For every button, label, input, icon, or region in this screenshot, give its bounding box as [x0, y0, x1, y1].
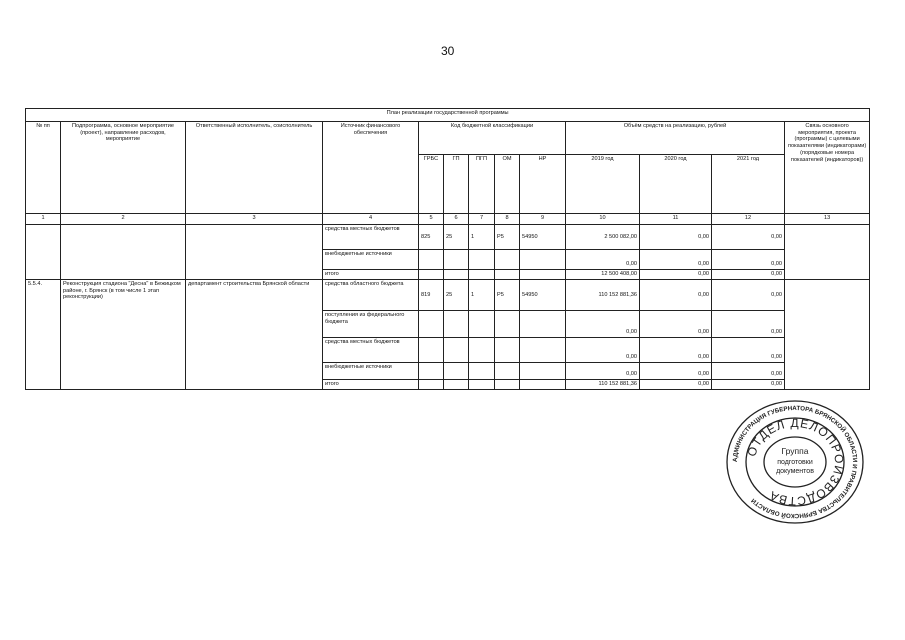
empty-cell	[520, 380, 566, 390]
value-2021: 0,00	[712, 363, 785, 380]
value-2020: 0,00	[640, 311, 712, 338]
header-2020: 2020 год	[640, 155, 712, 214]
empty-cell	[419, 270, 444, 280]
empty-cell	[520, 363, 566, 380]
header-grbs: ГРБС	[419, 155, 444, 214]
header-gp: ГП	[444, 155, 469, 214]
header-2021: 2021 год	[712, 155, 785, 214]
empty-cell	[444, 270, 469, 280]
value-2020: 0,00	[640, 338, 712, 363]
item-name: Реконструкция стадиона "Десна" в Бежицком районе, г. Брянск (в том числе 1 этап реконструкции)	[61, 280, 186, 390]
stamp-center-line1: Группа	[781, 446, 809, 456]
value-2021: 0,00	[712, 280, 785, 311]
funding-source: поступления из федерального бюджета	[323, 311, 419, 338]
empty-cell	[495, 270, 520, 280]
total-2021: 0,00	[712, 270, 785, 280]
empty-cell	[469, 250, 495, 270]
header-pgp: ПГП	[469, 155, 495, 214]
column-number: 12	[712, 214, 785, 225]
empty-cell	[495, 311, 520, 338]
total-2021: 0,00	[712, 380, 785, 390]
stamp-center-line2: подготовки	[777, 459, 813, 466]
column-number: 6	[444, 214, 469, 225]
official-stamp	[720, 398, 870, 526]
table-row	[26, 225, 870, 250]
empty-cell	[444, 338, 469, 363]
header-subprogram: Подпрограмма, основное мероприятие (проект), направление расходов, мероприятие	[61, 122, 186, 214]
empty-cell	[520, 270, 566, 280]
value-2021: 0,00	[712, 250, 785, 270]
value-2019: 0,00	[566, 338, 640, 363]
table-row	[26, 280, 870, 311]
empty-cell	[520, 311, 566, 338]
empty-cell	[469, 380, 495, 390]
empty-cell	[469, 338, 495, 363]
funding-source: итого	[323, 380, 419, 390]
empty-cell	[444, 250, 469, 270]
total-2020: 0,00	[640, 270, 712, 280]
empty-cell	[520, 250, 566, 270]
column-number: 10	[566, 214, 640, 225]
funding-source: внебюджетные источники	[323, 250, 419, 270]
funding-source: средства местных бюджетов	[323, 338, 419, 363]
pgp-code: 1	[469, 280, 495, 311]
value-2019: 0,00	[566, 363, 640, 380]
column-number: 8	[495, 214, 520, 225]
column-number: 2	[61, 214, 186, 225]
empty-cell	[186, 225, 323, 280]
header-link: Связь основного мероприятия, проекта (программы) с целевыми показателями (индикаторами) (порядковые номера показателей (индикаторов))	[785, 122, 870, 214]
funding-source: средства местных бюджетов	[323, 225, 419, 250]
value-2020: 0,00	[640, 280, 712, 311]
value-2019: 110 152 881,36	[566, 280, 640, 311]
stamp-center-line3: документов	[776, 468, 814, 475]
nr-code: 54950	[520, 225, 566, 250]
value-2020: 0,00	[640, 363, 712, 380]
empty-cell	[26, 225, 61, 280]
value-2021: 0,00	[712, 225, 785, 250]
column-number: 9	[520, 214, 566, 225]
pgp-code: 1	[469, 225, 495, 250]
program-plan-table	[25, 108, 870, 390]
item-number: 5.5.4.	[26, 280, 61, 390]
column-number: 1	[26, 214, 61, 225]
header-volume: Объём средств на реализацию, рублей	[566, 122, 785, 155]
column-number: 3	[186, 214, 323, 225]
nr-code: 54950	[520, 280, 566, 311]
empty-cell	[419, 311, 444, 338]
value-2019: 0,00	[566, 250, 640, 270]
empty-cell	[469, 270, 495, 280]
empty-cell	[419, 363, 444, 380]
page-number: 30	[441, 44, 455, 58]
empty-cell	[785, 280, 870, 390]
column-number: 13	[785, 214, 870, 225]
header-budget-code: Код бюджетной классификации	[419, 122, 566, 155]
empty-cell	[61, 225, 186, 280]
column-number: 7	[469, 214, 495, 225]
empty-cell	[419, 250, 444, 270]
header-om: ОМ	[495, 155, 520, 214]
empty-cell	[495, 250, 520, 270]
header-source: Источник финансового обеспечения	[323, 122, 419, 214]
value-2019: 0,00	[566, 311, 640, 338]
value-2021: 0,00	[712, 311, 785, 338]
funding-source: средства областного бюджета	[323, 280, 419, 311]
empty-cell	[469, 311, 495, 338]
total-2020: 0,00	[640, 380, 712, 390]
empty-cell	[785, 225, 870, 280]
empty-cell	[444, 380, 469, 390]
header-nr: НР	[520, 155, 566, 214]
stamp-ring-text: АДМИНИСТРАЦИЯ ГУБЕРНАТОРА БРЯНСКОЙ ОБЛАСТИ И ПРАВИТЕЛЬСТВА БРЯНСКОЙ ОБЛАСТИ	[731, 404, 859, 520]
empty-cell	[520, 338, 566, 363]
header-num: № пп	[26, 122, 61, 214]
empty-cell	[495, 363, 520, 380]
empty-cell	[444, 311, 469, 338]
value-2021: 0,00	[712, 338, 785, 363]
empty-cell	[495, 338, 520, 363]
total-2019: 12 500 408,00	[566, 270, 640, 280]
empty-cell	[444, 363, 469, 380]
total-2019: 110 152 881,36	[566, 380, 640, 390]
header-2019: 2019 год	[566, 155, 640, 214]
empty-cell	[495, 380, 520, 390]
funding-source: итого	[323, 270, 419, 280]
value-2020: 0,00	[640, 250, 712, 270]
column-number: 5	[419, 214, 444, 225]
stamp-dept-text: ОТДЕЛ ДЕЛОПРОИЗВОДСТВА	[744, 415, 847, 509]
value-2020: 0,00	[640, 225, 712, 250]
item-executor: департамент строительства Брянской области	[186, 280, 323, 390]
om-code: P5	[495, 225, 520, 250]
gp-code: 25	[444, 280, 469, 311]
om-code: P5	[495, 280, 520, 311]
grbs-code: 825	[419, 225, 444, 250]
funding-source: внебюджетные источники	[323, 363, 419, 380]
column-number: 4	[323, 214, 419, 225]
column-number: 11	[640, 214, 712, 225]
grbs-code: 819	[419, 280, 444, 311]
empty-cell	[419, 338, 444, 363]
gp-code: 25	[444, 225, 469, 250]
header-executor: Ответственный исполнитель, соисполнитель	[186, 122, 323, 214]
empty-cell	[469, 363, 495, 380]
value-2019: 2 500 082,00	[566, 225, 640, 250]
table-title: План реализации государственной программы	[26, 109, 870, 122]
empty-cell	[419, 380, 444, 390]
